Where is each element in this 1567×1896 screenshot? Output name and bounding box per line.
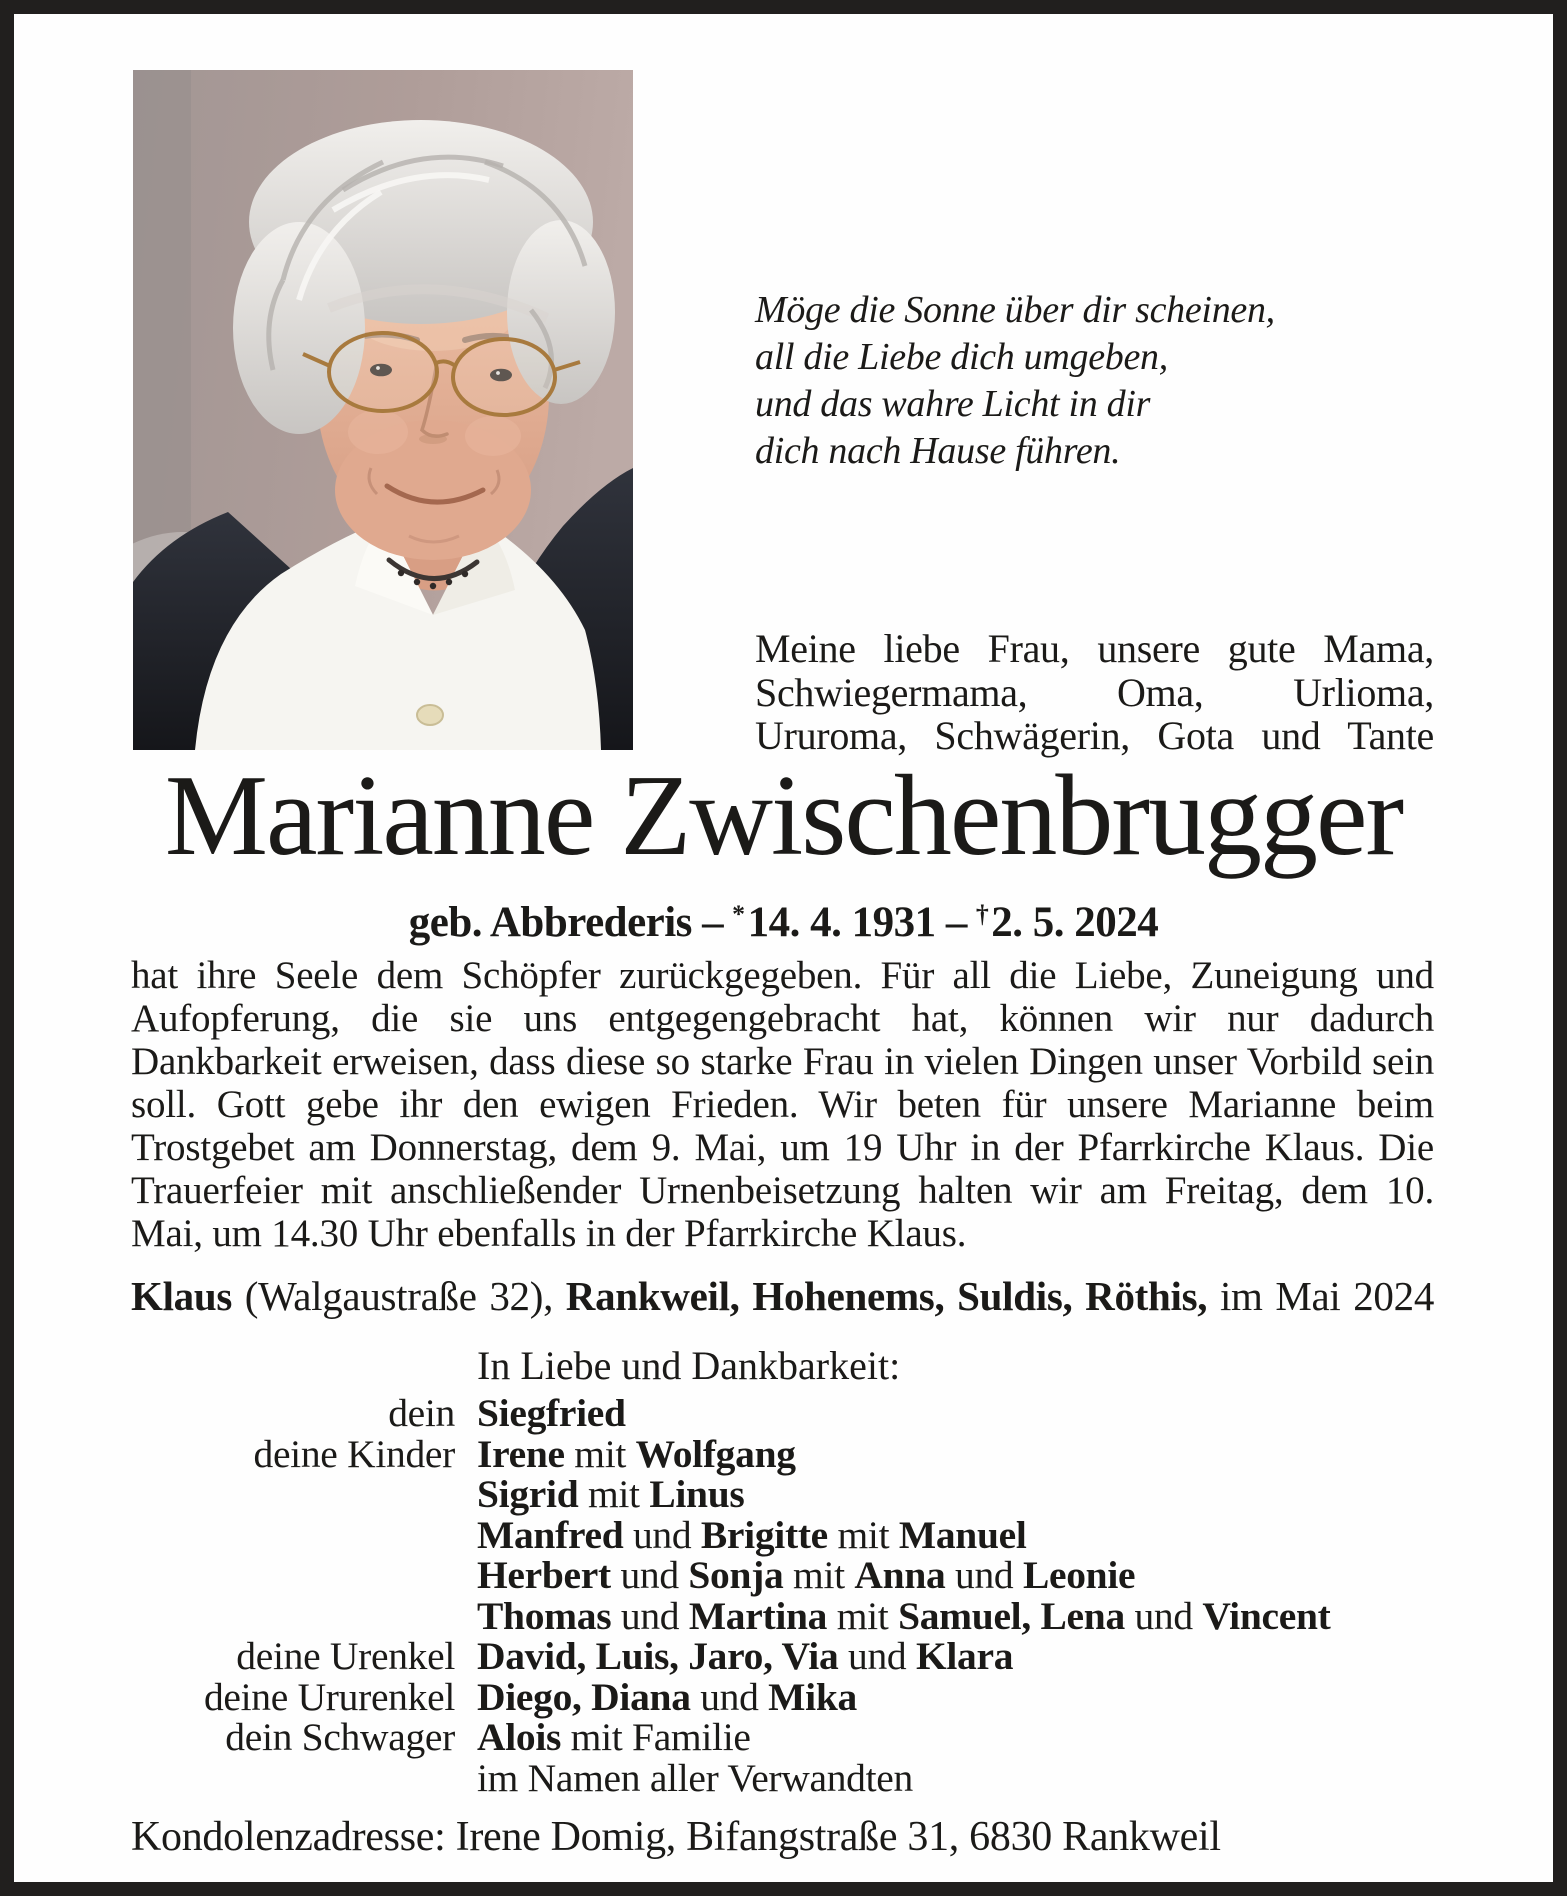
family-connector: mit (564, 1431, 636, 1476)
announcement-text: hat ihre Seele dem Schöpfer zurückgegeben. Für all die Liebe, Zuneigung und Aufopferung, die sie uns entgegengebracht hat, können wir nur dadurch Dankbarkeit erweisen, dass diese so starke Frau in vielen Dingen unser Vorbild sein soll. Gott gebe ihr den ewigen Frieden. Wir beten für unsere Marianne beim Trostgebet am Donnerstag, dem 9. Mai, um 19 Uhr in der Pfarrkirche Klaus. Die Trauerfeier mit anschließender Urnenbeisetzung halten wir am Freitag, dem 10. Mai, um 14.30 Uhr ebenfalls in der Pfarrkirche Klaus. (131, 954, 1434, 1255)
family-member-name: Sigrid (477, 1472, 579, 1516)
verse-line: und das wahre Licht in dir (755, 383, 1151, 425)
family-member-name: Brigitte (700, 1512, 828, 1557)
family-role-label (131, 1474, 477, 1515)
family-role-label: deine Urenkel (236, 1634, 455, 1678)
family-member-name: Irene (477, 1431, 565, 1476)
family-names (477, 1674, 1463, 1719)
verse-line: Möge die Sonne über dir scheinen, (755, 289, 1275, 331)
family-connector: mit Familie (561, 1715, 751, 1759)
place-primary: Klaus (131, 1273, 233, 1319)
family-member-name: Herbert (477, 1553, 611, 1597)
family-row (131, 1393, 1463, 1434)
family-member-name: Leonie (1022, 1553, 1136, 1597)
maiden-name: geb. Abbrederis – (408, 899, 724, 946)
family-names (477, 1636, 1463, 1677)
closing-line: In Liebe und Dankbarkeit: (477, 1343, 901, 1388)
family-connector: und (690, 1674, 769, 1719)
died-cross-symbol: † (975, 898, 989, 928)
memorial-verse (755, 287, 1375, 475)
portrait-illustration (133, 70, 633, 750)
family-role-label: deine Ururenkel (203, 1674, 455, 1719)
family-row (131, 1674, 1463, 1719)
family-row (131, 1636, 1463, 1677)
family-role-label (131, 1555, 477, 1596)
family-role-label (131, 1758, 477, 1799)
family-role-label: dein (388, 1391, 455, 1435)
family-role-label: dein Schwager (225, 1715, 455, 1759)
family-member-name: Vincent (1202, 1593, 1331, 1638)
verse-line: all die Liebe dich umgeben, (755, 336, 1168, 378)
family-member-name: Klara (915, 1634, 1014, 1678)
family-names (477, 1555, 1463, 1596)
family-connector: mit (783, 1553, 855, 1597)
family-row (131, 1555, 1463, 1596)
relations-intro: Meine liebe Frau, unsere gute Mama, Schwiegermama, Oma, Urlioma, Ururoma, Schwägerin, Gota und Tante (755, 626, 1434, 758)
verse-line: dich nach Hause führen. (755, 430, 1121, 472)
family-member-name: David, Luis, Jaro, Via (477, 1634, 839, 1678)
family-member-name: Thomas (477, 1593, 612, 1638)
family-connector: im Namen aller Verwandten (477, 1755, 913, 1800)
family-names (477, 1717, 1463, 1758)
family-member-name: Anna (854, 1553, 946, 1597)
family-connector: und (610, 1553, 689, 1597)
family-member-name: Siegfried (477, 1391, 626, 1435)
portrait-photo (133, 70, 633, 750)
place-address: (Walgaustraße 32), (232, 1273, 566, 1319)
family-member-name: Manfred (477, 1512, 624, 1557)
family-row (131, 1474, 1463, 1515)
family-member-name: Martina (688, 1593, 828, 1638)
family-names (477, 1593, 1463, 1638)
family-list (131, 1393, 1463, 1798)
family-member-name: Sonja (688, 1553, 784, 1597)
family-member-name: Mika (768, 1674, 857, 1719)
family-role-label: deine Kinder (253, 1431, 455, 1476)
places-other: Rankweil, Hohenems, Suldis, Röthis, (565, 1273, 1208, 1319)
family-connector: und (623, 1512, 701, 1557)
vitals-line (14, 898, 1553, 953)
family-member-name: Alois (477, 1715, 562, 1759)
death-date: 2. 5. 2024 (991, 899, 1159, 946)
family-role-label (131, 1515, 477, 1556)
condolence-address: Kondolenzadresse: Irene Domig, Bifangstraße 31, 6830 Rankweil (131, 1814, 1221, 1860)
family-names (477, 1393, 1463, 1434)
family-member-name: Diego, Diana (477, 1674, 691, 1719)
family-row (131, 1512, 1463, 1557)
born-star-symbol: * (732, 898, 745, 928)
family-row (131, 1717, 1463, 1758)
family-member-name: Manuel (898, 1512, 1027, 1557)
family-row (131, 1431, 1463, 1476)
family-names (477, 1755, 1463, 1800)
family-role-label (131, 1596, 477, 1637)
family-connector: mit (578, 1472, 650, 1516)
date-month: im Mai 2024 (1207, 1273, 1435, 1319)
family-names (477, 1431, 1463, 1476)
family-names (477, 1512, 1463, 1557)
family-connector: mit (827, 1512, 899, 1557)
family-connector: und (945, 1553, 1023, 1597)
family-connector: und (611, 1593, 689, 1638)
family-row (131, 1755, 1463, 1800)
family-connector: mit (827, 1593, 899, 1638)
family-connector: und (1124, 1593, 1203, 1638)
family-names (477, 1474, 1463, 1515)
birth-date: 14. 4. 1931 – (747, 899, 967, 946)
deceased-name: Marianne Zwischenbrugger (164, 752, 1403, 880)
family-member-name: Linus (649, 1472, 745, 1516)
family-member-name: Wolfgang (635, 1431, 796, 1476)
places-line (131, 1273, 1434, 1319)
family-connector: und (838, 1634, 916, 1678)
family-member-name: Samuel, Lena (898, 1593, 1125, 1638)
family-row (131, 1593, 1463, 1638)
